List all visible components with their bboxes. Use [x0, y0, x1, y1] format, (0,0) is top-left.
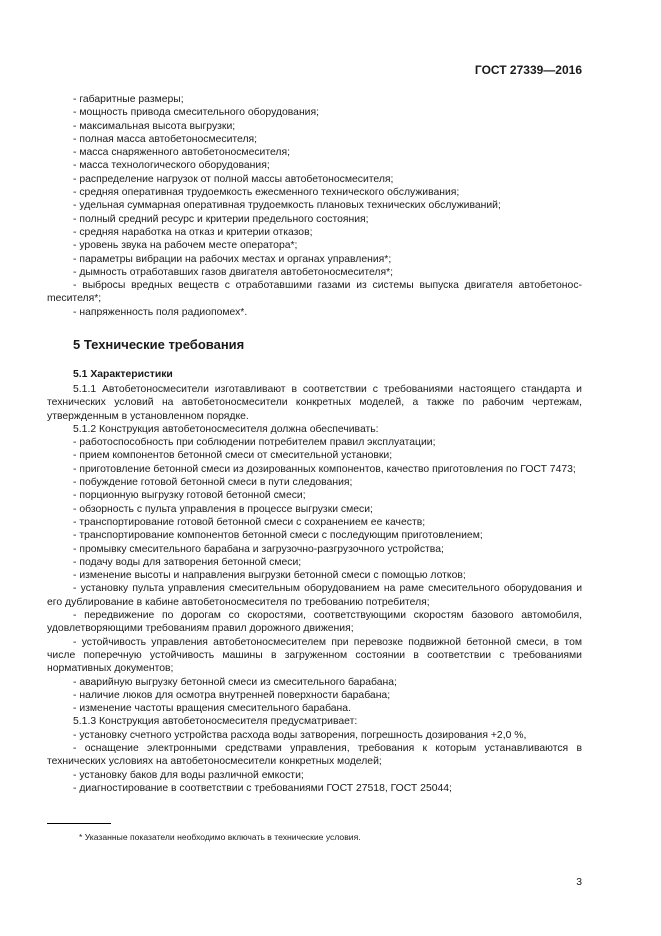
- paragraph: - параметры вибрации на рабочих местах и органах управления*;: [73, 253, 392, 265]
- paragraph: - масса снаряженного автобетоносмесителя;: [73, 147, 291, 159]
- paragraph: - установку счетного устройства расхода воды затворения, погрешность дозирования +2,0 %,: [73, 729, 527, 741]
- paragraph: - габаритные размеры;: [73, 94, 184, 105]
- paragraph: - промывку смесительного барабана и загрузочно-разгрузочного устройства;: [73, 543, 444, 555]
- paragraph: - средняя наработка на отказ и критерии отказов;: [73, 226, 313, 238]
- footnote-divider: [47, 823, 111, 824]
- paragraph: - распределение нагрузок от полной массы автобетоносмесителя;: [73, 173, 394, 185]
- paragraph: - приготовление бетонной смеси из дозированных компонентов, качество приготовления по ГОСТ 7473;: [73, 463, 576, 475]
- paragraph: - устойчивость управления автобетоносмесителем при перевозке подвижной бетонной смеси, в том числе поперечную устойчивость машины в загруженном состоянии в соответствии с требованиями нормативных документов;: [47, 636, 582, 675]
- paragraph: - установку пульта управления смесительным оборудованием на раме смесительного оборудования и его дублирование в кабине автобетоносмесителя по требованию потребителя;: [47, 583, 582, 608]
- paragraph: - оснащение электронными средствами управления, требования к которым устанавливаются в технических условиях на автобетоносмесители конкретных моделей;: [47, 743, 582, 768]
- paragraph: - наличие люков для осмотра внутренней поверхности барабана;: [73, 689, 391, 701]
- paragraph: - изменение высоты и направления выгрузки бетонной смеси с помощью лотков;: [73, 570, 466, 582]
- paragraph: - средняя оперативная трудоемкость ежесменного технического обслуживания;: [73, 187, 460, 199]
- paragraph: - полная масса автобетоносмесителя;: [73, 133, 258, 145]
- paragraph: - полный средний ресурс и критерии предельного состояния;: [73, 213, 369, 225]
- paragraph: - масса технологического оборудования;: [73, 160, 270, 172]
- paragraph: - транспортирование готовой бетонной смеси с сохранением ее качеств;: [73, 516, 426, 528]
- page-number: 3: [576, 877, 582, 888]
- paragraph: - максимальная высота выгрузки;: [73, 120, 236, 132]
- paragraph: 5.1.2 Конструкция автобетоносмесителя должна обеспечивать:: [73, 423, 379, 435]
- subsection-heading: 5.1 Характеристики: [73, 369, 173, 380]
- paragraph: - диагностирование в соответствии с требованиями ГОСТ 27518, ГОСТ 25044;: [73, 782, 452, 794]
- paragraph: - мощность привода смесительного оборудования;: [73, 107, 319, 119]
- paragraph: 5.1.1 Автобетоносмесители изготавливают в соответствии с требованиями настоящего стандарта и технических условий на автобетоносмесители конкретных моделей, а также по рабочим чертежам, утвержденным в установленном порядке.: [47, 384, 582, 422]
- parameters-list: [47, 93, 582, 319]
- paragraph: - выбросы вредных веществ с отработавшими газами из системы выпуска двигателя автобетоносmесителя*;: [47, 280, 582, 305]
- paragraph: - обзорность с пульта управления в процессе выгрузки смеси;: [73, 503, 373, 515]
- paragraph: - аварийную выгрузку бетонной смеси из смесительного барабана;: [73, 676, 397, 688]
- requirements-body: [47, 383, 582, 795]
- paragraph: 5.1.3 Конструкция автобетоносмесителя предусматривает:: [73, 716, 358, 728]
- paragraph: - дымность отработавших газов двигателя автобетоносмесителя*;: [73, 266, 394, 278]
- paragraph: - работоспособность при соблюдении потребителем правил эксплуатации;: [73, 437, 436, 449]
- paragraph: - уровень звука на рабочем месте оператора*;: [73, 240, 298, 252]
- footnote: * Указанные показатели необходимо включать в технические условия.: [79, 832, 361, 842]
- paragraph: - изменение частоты вращения смесительного барабана.: [73, 703, 351, 715]
- paragraph: - транспортирование компонентов бетонной смеси с последующим приготовлением;: [73, 530, 483, 542]
- paragraph: - установку баков для воды различной емкости;: [73, 769, 304, 781]
- paragraph: - подачу воды для затворения бетонной смеси;: [73, 556, 302, 568]
- paragraph: - порционную выгрузку готовой бетонной смеси;: [73, 490, 306, 502]
- paragraph: - передвижение по дорогам со скоростями, соответствующими скоростям базового автомобиля, удовлетворяющими требованиям правил дорожного движения;: [47, 610, 582, 635]
- document-number-header: ГОСТ 27339—2016: [474, 63, 582, 77]
- section-heading: 5 Технические требования: [73, 337, 245, 352]
- paragraph: - удельная суммарная оперативная трудоемкость плановых технических обслуживаний;: [73, 200, 501, 212]
- paragraph: - побуждение готовой бетонной смеси в пути следования;: [73, 477, 353, 489]
- paragraph: - прием компонентов бетонной смеси от смесительной установки;: [73, 450, 393, 462]
- paragraph: - напряженность поля радиопомех*.: [73, 306, 248, 318]
